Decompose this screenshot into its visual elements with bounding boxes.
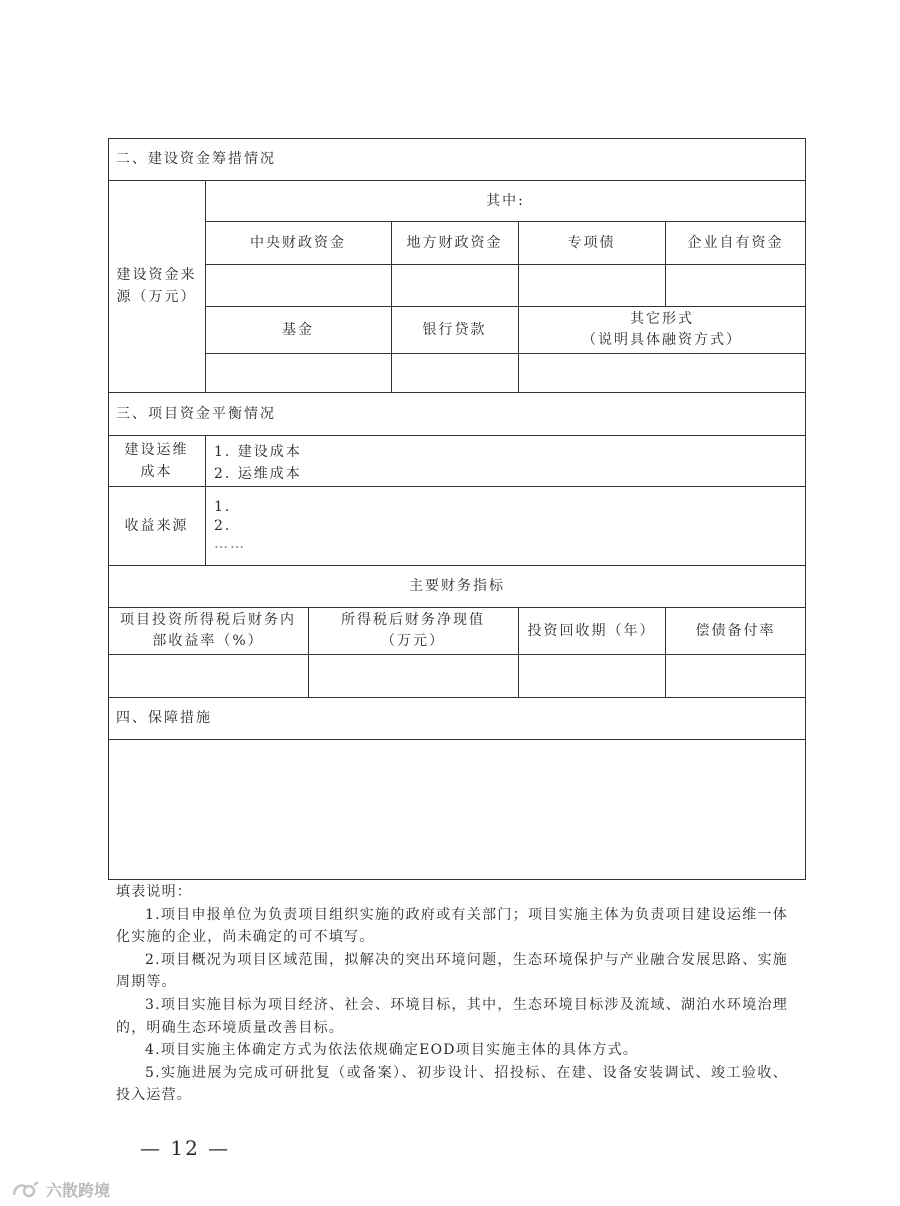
watermark [10,1178,110,1201]
rule [108,486,806,487]
header-line: 部收益率（%） [152,632,264,649]
input-cell[interactable] [518,654,665,697]
list-item: 2. 运维成本 [214,466,302,482]
rule [108,435,806,436]
input-cell[interactable] [665,264,806,306]
section-title: 四、保障措施 [116,710,212,726]
cost-label [108,435,205,486]
header-line: （说明具体融资方式） [582,331,742,348]
list-item: 1. [214,499,232,515]
watermark-text: 六散跨境 [46,1181,111,1200]
funding-source-label [108,180,205,392]
among-header: 其中: [486,192,525,209]
input-cell[interactable] [205,353,391,392]
cost-list [214,441,302,485]
column-header: 专项债 [567,234,616,251]
header-line: （万元） [381,632,445,649]
page-number: — 12 — [140,1136,231,1160]
input-cell[interactable] [205,264,391,306]
header-line: 其它形式 [630,310,694,327]
input-cell[interactable] [108,654,308,697]
note-item: 3.项目实施目标为项目经济、社会、环境目标，其中，生态环境目标涉及流域、湖泊水环境治理的，明确生态环境质量改善目标。 [116,996,788,1036]
header-line: 项目投资所得税后财务内 [120,611,296,628]
list-item: 1. 建设成本 [214,444,302,460]
note-item: 4.项目实施主体确定方式为依法依规确定EOD项目实施主体的具体方式。 [145,1042,639,1059]
column-header: 银行贷款 [422,321,487,338]
column-header: 基金 [282,321,314,338]
input-cell[interactable] [518,264,665,306]
column-header: 偿债备付率 [695,622,776,639]
watermark-logo-icon [10,1179,40,1201]
input-cell[interactable] [391,353,518,392]
label-line: 源（万元） [116,289,197,305]
note-item: 1.项目申报单位为负责项目组织实施的政府或有关部门；项目实施主体为负责项目建设运维一体化实施的企业，尚未确定的可不填写。 [116,906,788,946]
note-item: 5.实施进展为完成可研批复（或备案）、初步设计、招投标、在建、设备安装调试、竣工验收、投入运营。 [116,1064,788,1104]
column-header: 地方财政资金 [406,234,503,251]
income-list [214,498,246,554]
column-header: 中央财政资金 [250,234,346,251]
column-header: 投资回收期（年） [527,622,656,639]
input-cell[interactable] [518,353,806,392]
column-header [308,607,518,654]
column-header: 企业自有资金 [687,234,784,251]
label-line: 成本 [140,463,173,480]
note-item: 2.项目概况为项目区域范围，拟解决的突出环境问题，生态环境保护与产业融合发展思路、实施周期等。 [116,951,788,991]
income-label: 收益来源 [124,517,189,534]
notes-heading: 填表说明： [116,884,192,900]
column-header [108,607,308,654]
input-cell[interactable] [391,264,518,306]
input-cell[interactable] [665,654,806,697]
financial-indicators-title: 主要财务指标 [409,578,505,594]
section-title: 三、项目资金平衡情况 [116,405,276,422]
other-forms-header [518,306,806,353]
header-line: 所得税后财务净现值 [341,611,485,628]
rule [205,435,206,565]
label-line: 建设资金来 [116,267,197,283]
label-line: 建设运维 [124,441,189,458]
list-item: 2. [214,517,232,534]
input-cell[interactable] [308,654,518,697]
fill-instructions [116,881,788,1107]
section-title: 二、建设资金筹措情况 [116,151,276,167]
input-area[interactable] [108,739,806,880]
list-item: …… [214,536,246,552]
